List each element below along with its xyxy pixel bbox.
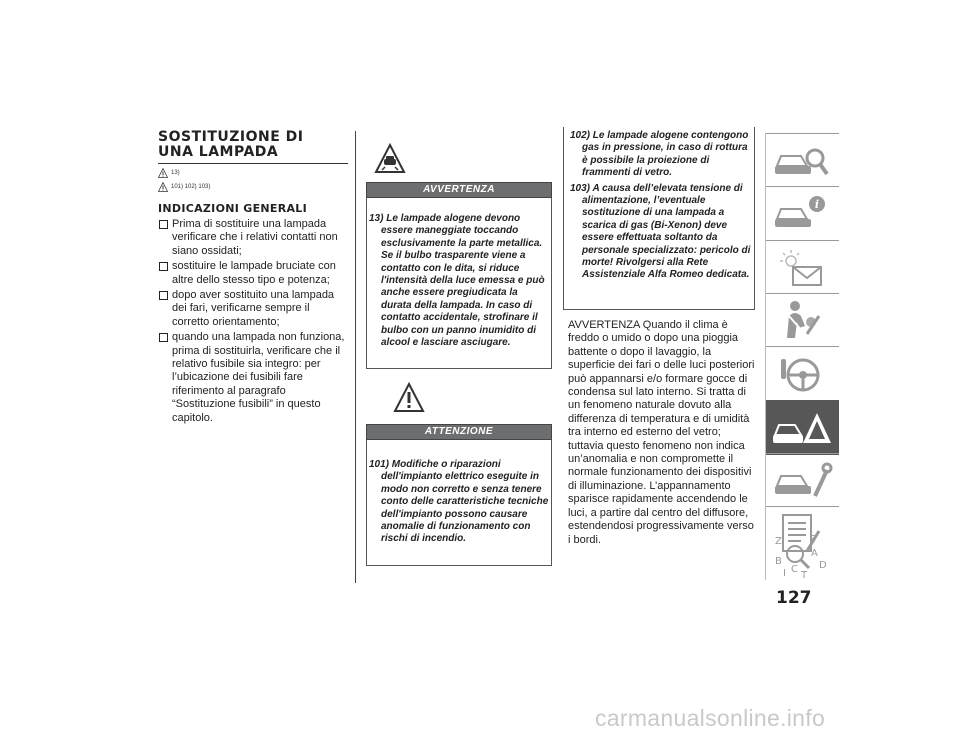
- general-info-column: [158, 130, 348, 427]
- index-letter: C: [791, 564, 798, 575]
- car-breakdown-warning-icon: [765, 401, 839, 455]
- condensation-note: AVVERTENZA Quando il clima è freddo o umido o dopo una pioggia battente o dopo il lavaggio, la superficie dei fari o delle luci posteriori può appannarsi e/o formare gocce di condensa sul lato interno. Si tratta di un fenomeno naturale dovuto alla differenza di temperatura e di umidità tra interno ed esterno del vetro; tuttavia questo fenomeno non indica un’anomalia e non compromette il normale funzionamento dei dispositivi di illuminazione. L’appannamento sparisce rapidamente accendendo le luci, a partire dal centro del diffusore, estendendosi progressivamente verso i bordi.: [568, 319, 755, 546]
- index-letter: E: [809, 534, 816, 545]
- index-letter: D: [819, 560, 827, 571]
- svg-text:i: i: [814, 198, 820, 211]
- sidebar-border: [765, 133, 766, 580]
- list-item: 103) A causa dell’elevata tensione di alimentazione, l’eventuale sostituzione di una lampada a scarica di gas (Bi-Xenon) deve essere effettuata soltanto da personale specializzato: pericolo di morte! Rivolgersi alla Rete Assistenziale Alfa Romeo dedicata.: [570, 182, 751, 281]
- exclamation-warning-icon: [393, 382, 425, 414]
- attention-number: 101): [369, 459, 390, 470]
- continued-warning-text: [570, 130, 753, 285]
- sidebar-tab-maintenance[interactable]: [765, 453, 839, 508]
- warning-triangle-icon: [158, 182, 168, 192]
- instruction-list: [158, 218, 348, 425]
- attention-header: ATTENZIONE: [366, 424, 552, 440]
- subsection-title: INDICAZIONI GENERALI: [158, 202, 308, 215]
- steering-wheel-icon: [765, 347, 839, 401]
- sidebar-tab-car-info[interactable]: [765, 186, 839, 241]
- refs-text: 101) 102) 103): [171, 184, 211, 190]
- attention-text: [369, 459, 549, 546]
- refs-text: 13): [171, 170, 180, 176]
- index-letter: T: [801, 570, 808, 580]
- sidebar-tab-warning-lights[interactable]: [765, 240, 839, 295]
- warning-number: 13): [369, 213, 384, 224]
- watermark: carmanualsonline.info: [595, 705, 826, 731]
- index-letter: I: [783, 568, 786, 579]
- car-info-icon: [765, 187, 839, 241]
- list-item: 102) Le lampade alogene contengono gas in pressione, in caso di rottura è possibile la proiezione di frammenti di vetro.: [570, 130, 749, 179]
- list-item: Prima di sostituire una lampada verificare che i relativi contatti non siano ossidati;: [158, 218, 348, 258]
- sidebar-tab-starting-driving[interactable]: [765, 346, 839, 401]
- sidebar-tab-safety[interactable]: [765, 293, 839, 348]
- page-number: 127: [776, 588, 812, 608]
- attention-body: Modifiche o riparazioni dell'impianto elettrico eseguite in modo non corretto e senza tenere conto delle caratteristiche tecniche dell'impianto possono causare anomalie di funzionamento con rischi di incendio.: [381, 459, 549, 545]
- list-item: quando una lampada non funziona, prima di sostituirla, verificare che il relativo fusibile sia integro: per l’ubicazione dei fusibili fare riferimento al paragrafo “Sostituzione fusibili” in questo capitolo.: [158, 331, 348, 425]
- warning-lights-envelope-icon: [765, 241, 839, 295]
- sidebar-tab-index[interactable]: [765, 530, 839, 580]
- list-item: dopo aver sostituito una lampada dei fari, verificarne sempre il corretto orientamento;: [158, 289, 348, 329]
- warning-text: [369, 213, 549, 349]
- sidebar-tab-knowing-car[interactable]: [765, 133, 839, 188]
- column-divider: [355, 131, 356, 583]
- list-item: sostituire le lampade bruciate con altre dello stesso tipo e potenza;: [158, 260, 348, 287]
- sidebar-tab-emergency[interactable]: [765, 400, 839, 455]
- seatbelt-airbag-icon: [765, 294, 839, 348]
- car-wrench-icon: [765, 454, 839, 508]
- warning-header: AVVERTENZA: [366, 182, 552, 198]
- warning-refs-2: [158, 182, 348, 192]
- section-title: SOSTITUZIONE DI UNA LAMPADA: [158, 130, 348, 164]
- alphabet-index-icon: [765, 530, 839, 580]
- car-magnifier-icon: [765, 134, 839, 188]
- index-letter: A: [811, 548, 818, 559]
- index-letter: Z: [775, 536, 782, 547]
- warning-triangle-icon: [158, 168, 168, 178]
- car-skid-warning-icon: [374, 143, 406, 175]
- index-letter: B: [775, 556, 782, 567]
- warning-body: Le lampade alogene devono essere maneggiate toccando esclusivamente la parte metallica. Se il bulbo trasparente viene a contatto con le dita, si riduce l'intensità della luce emessa e può anche essere pregiudicata la durata della lampada. In caso di contatto accidentale, strofinare il bulbo con un panno inumidito di alcool e lasciare asciugare.: [381, 213, 545, 349]
- warning-refs-1: [158, 168, 348, 178]
